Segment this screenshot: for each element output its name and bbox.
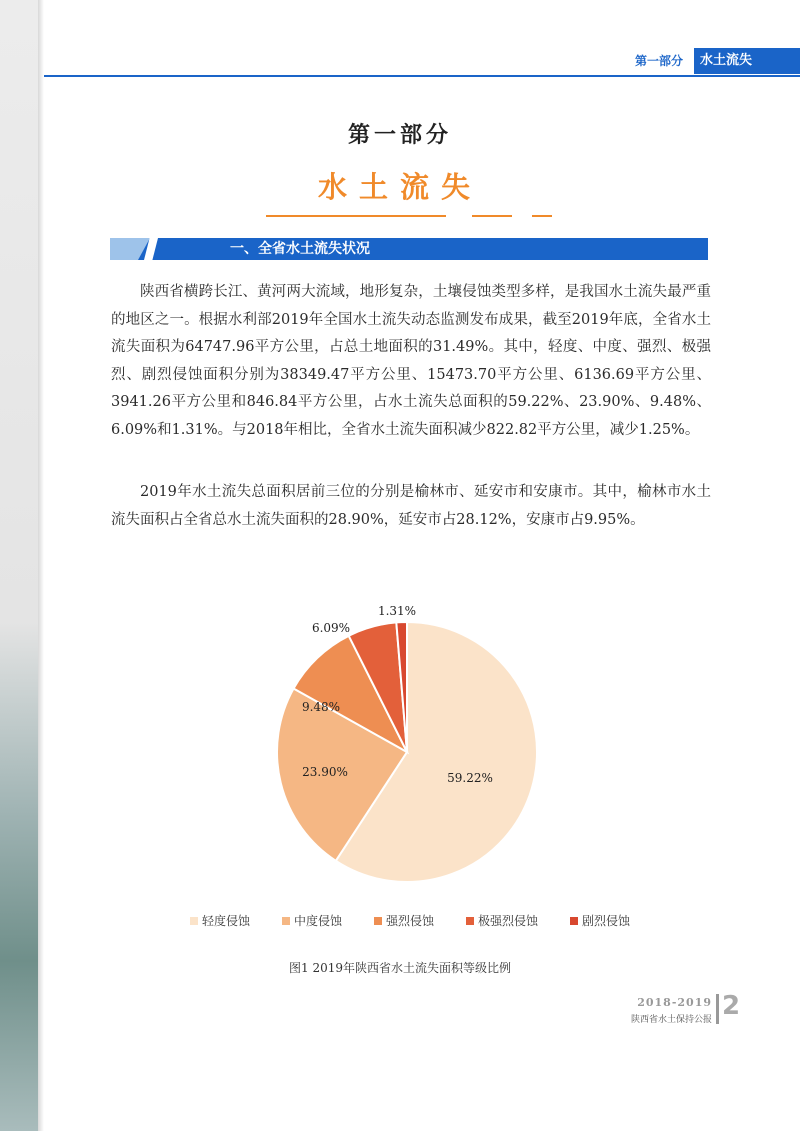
- paragraph-erosion-status: 陕西省横跨长江、黄河两大流域，地形复杂，土壤侵蚀类型多样，是我国水土流失最严重的地区之一。根据水利部2019年全国水土流失动态监测发布成果，截至2019年底，全省水土流失面积为64747.96平方公里，占总土地面积的31.49%。其中，轻度、中度、强烈、极强烈、剧烈侵蚀面积分别为38349.47平方公里、15473.70平方公里、6136.69平方公里、3941.26平方公里和846.84平方公里，占水土流失总面积的59.22%、23.90%、9.48%、6.09%和1.31%。与2018年相比，全省水土流失面积减少822.82平方公里，减少1.25%。: [111, 284, 711, 438]
- legend-label: 强烈侵蚀: [385, 914, 434, 928]
- pie-data-label-4: 6.09%: [311, 621, 351, 635]
- figure-caption: 图1 2019年陕西省水土流失面积等级比例: [289, 961, 511, 975]
- legend-item-5: [570, 912, 630, 929]
- legend-item-4: [466, 912, 538, 929]
- pie-data-label-1: 59.22%: [447, 771, 493, 785]
- legend-item-1: [190, 912, 250, 929]
- legend-swatch: [190, 917, 198, 925]
- legend-label: 极强烈侵蚀: [477, 914, 538, 928]
- legend-swatch: [374, 917, 382, 925]
- header-topic-label: 水土流失: [694, 48, 800, 74]
- paragraph-top-cities: 2019年水土流失总面积居前三位的分别是榆林市、延安市和安康市。其中，榆林市水土流失面积占全省总水土流失面积的28.90%，延安市占28.12%，安康市占9.95%。: [111, 484, 711, 528]
- footer-divider: [716, 994, 719, 1024]
- legend-swatch: [282, 917, 290, 925]
- legend-label: 剧烈侵蚀: [581, 914, 630, 928]
- footer-years: 2018-2019: [637, 996, 712, 1009]
- main-title: 水土流失: [317, 170, 482, 204]
- header-part-label: 第一部分: [624, 48, 694, 74]
- pie-data-label-3: 9.48%: [301, 700, 341, 714]
- page-number: 2: [722, 991, 741, 1021]
- section-heading: 一、全省水土流失状况: [230, 241, 370, 257]
- legend-label: 轻度侵蚀: [202, 914, 251, 928]
- legend-label: 中度侵蚀: [293, 914, 342, 928]
- pie-data-label-5: 1.31%: [377, 604, 417, 618]
- legend-item-2: [282, 912, 342, 929]
- chart-legend: [190, 912, 630, 929]
- legend-swatch: [466, 917, 474, 925]
- pie-data-label-2: 23.90%: [302, 765, 348, 779]
- part-title: 第一部分: [347, 122, 452, 148]
- legend-swatch: [570, 917, 578, 925]
- legend-item-3: [374, 912, 434, 929]
- footer-publication: 陕西省水土保持公报: [630, 1015, 712, 1025]
